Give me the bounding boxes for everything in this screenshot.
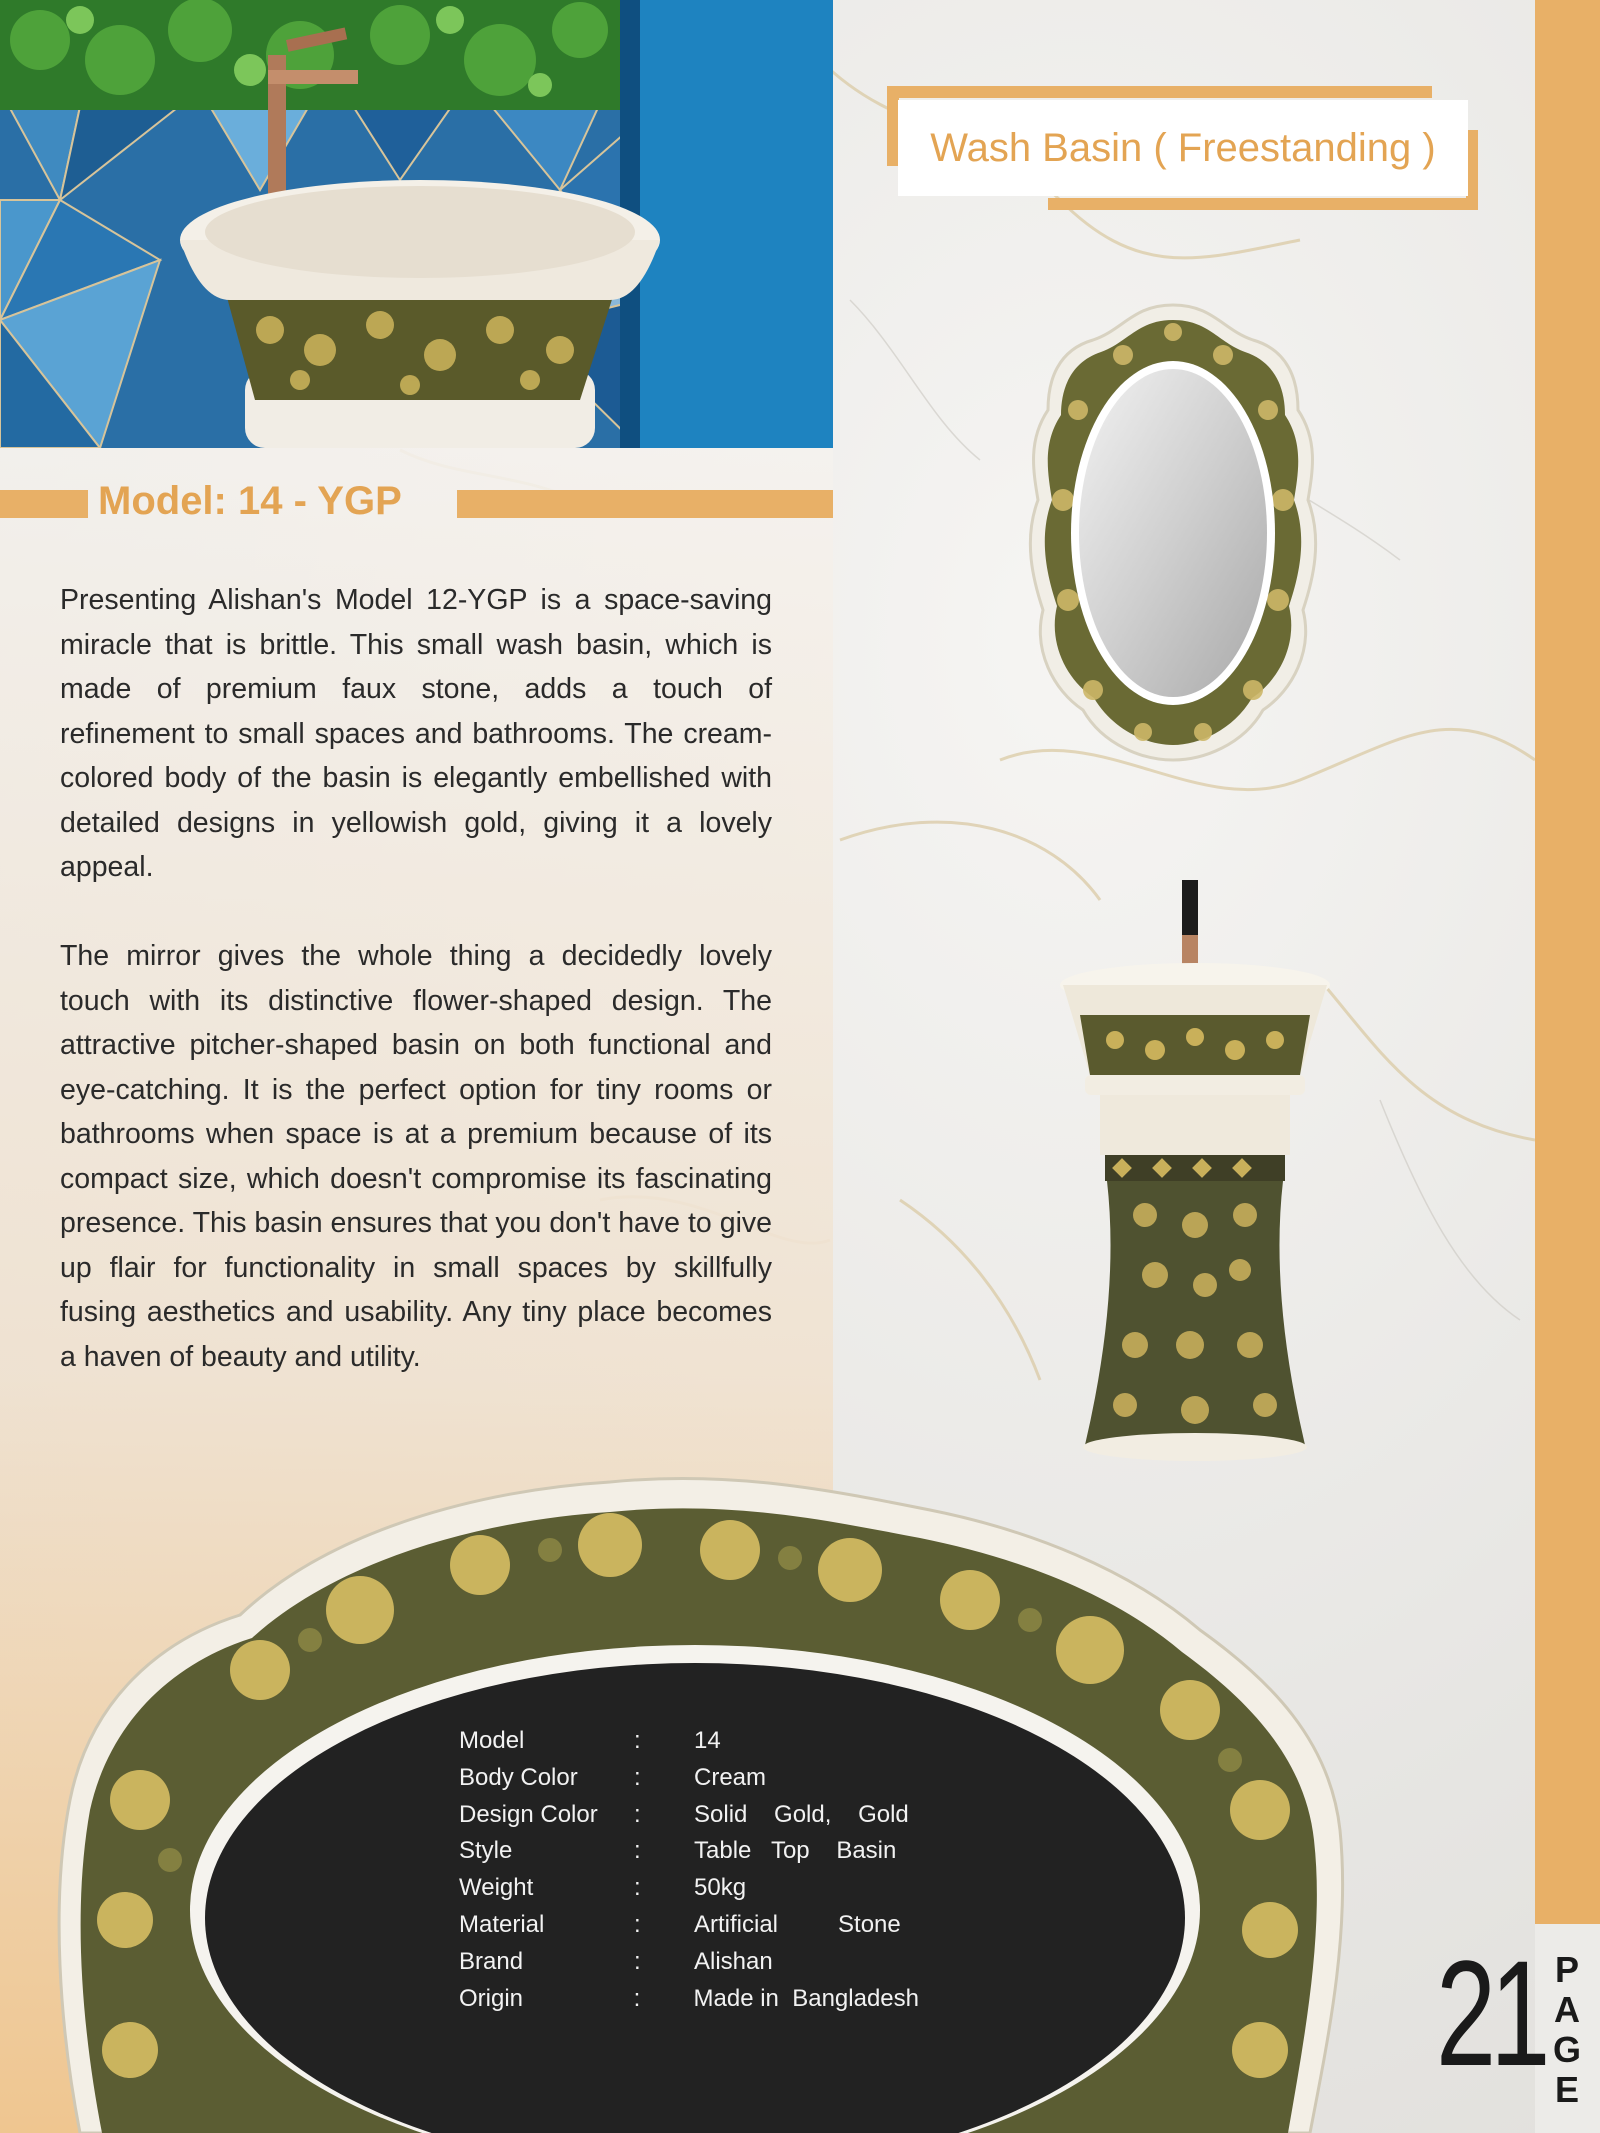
hero-basin-illustration bbox=[0, 0, 833, 448]
spec-colon: : bbox=[633, 1984, 641, 2012]
model-bar-right bbox=[457, 490, 833, 518]
spec-value: Alishan bbox=[694, 1947, 773, 1975]
spec-label: Material bbox=[459, 1910, 545, 1938]
model-heading: Model: 14 - YGP bbox=[98, 479, 402, 523]
spec-label: Body Color bbox=[459, 1763, 578, 1791]
description-paragraph-1: Presenting Alishan's Model 12-YGP is a space-saving miracle that is brittle. This small wash basin, which is made of premium faux stone, adds a touch of refinement to small spaces and bathrooms. The cream-colored body of the basin is elegantly embellished with detailed designs in yellowish gold, giving it a lovely appeal. bbox=[60, 584, 772, 883]
spec-colon: : bbox=[634, 1763, 641, 1791]
spec-label: Weight bbox=[459, 1874, 534, 1902]
spec-row-design-color bbox=[459, 1797, 919, 1834]
hero-product-photo bbox=[0, 0, 833, 448]
spec-row-body-color bbox=[459, 1760, 919, 1797]
model-bar-left bbox=[0, 490, 88, 518]
spec-value: Artificial Stone bbox=[694, 1910, 901, 1938]
spec-row-model bbox=[459, 1723, 919, 1760]
spec-label: Model bbox=[459, 1727, 525, 1754]
page-letter: G bbox=[1552, 2029, 1581, 2070]
spec-label: Design Color bbox=[459, 1800, 598, 1828]
spec-value: Made in Bangladesh bbox=[693, 1984, 919, 2012]
spec-value: Table Top Basin bbox=[694, 1837, 897, 1865]
spec-colon: : bbox=[634, 1800, 641, 1828]
page-title-box bbox=[898, 100, 1468, 196]
page-letter: E bbox=[1554, 2069, 1579, 2110]
spec-value: Cream bbox=[694, 1763, 767, 1791]
spec-label: Brand bbox=[459, 1947, 524, 1975]
spec-label: Origin bbox=[459, 1984, 524, 2012]
spec-colon: : bbox=[634, 1874, 641, 1902]
title-frame-top bbox=[887, 86, 1432, 98]
description-paragraph-2: The mirror gives the whole thing a decidedly lovely touch with its distinctive flower-shaped design. The attractive pitcher-shaped basin on both functional and eye-catching. It is the perfect option for tiny rooms or bathrooms when space is at a premium because of its compact size, which doesn't compromise its fascinating presence. This basin ensures that you don't have to give up flair for functionality in small spaces by skillfully fusing aesthetics and usability. Any tiny place becomes a haven of beauty and utility. bbox=[60, 940, 772, 1373]
pedestal-basin-image bbox=[1055, 875, 1335, 1475]
spec-value: Solid Gold, Gold bbox=[694, 1800, 909, 1828]
page-title: Wash Basin ( Freestanding ) bbox=[930, 125, 1436, 170]
spec-colon: : bbox=[634, 1837, 641, 1865]
spec-row-brand bbox=[459, 1944, 919, 1981]
page-number: 21 bbox=[1436, 1929, 1545, 2097]
specs-table bbox=[459, 1723, 919, 2017]
spec-value: 50kg bbox=[694, 1874, 747, 1902]
spec-colon: : bbox=[634, 1947, 641, 1975]
spec-row-material bbox=[459, 1907, 919, 1944]
page-label bbox=[1550, 1950, 1584, 2110]
spec-row-style bbox=[459, 1833, 919, 1870]
spec-colon: : bbox=[634, 1910, 641, 1938]
mirror-image bbox=[1023, 300, 1323, 770]
page-letter: A bbox=[1554, 1989, 1580, 2030]
title-frame-bottom bbox=[1048, 198, 1478, 210]
page-letter: P bbox=[1554, 1949, 1579, 1990]
right-accent-stripe bbox=[1535, 0, 1600, 1924]
spec-value: 14 bbox=[694, 1727, 721, 1754]
spec-row-weight bbox=[459, 1870, 919, 1907]
spec-colon: : bbox=[634, 1727, 641, 1754]
spec-row-origin bbox=[459, 1981, 919, 2018]
spec-label: Style bbox=[459, 1837, 513, 1865]
